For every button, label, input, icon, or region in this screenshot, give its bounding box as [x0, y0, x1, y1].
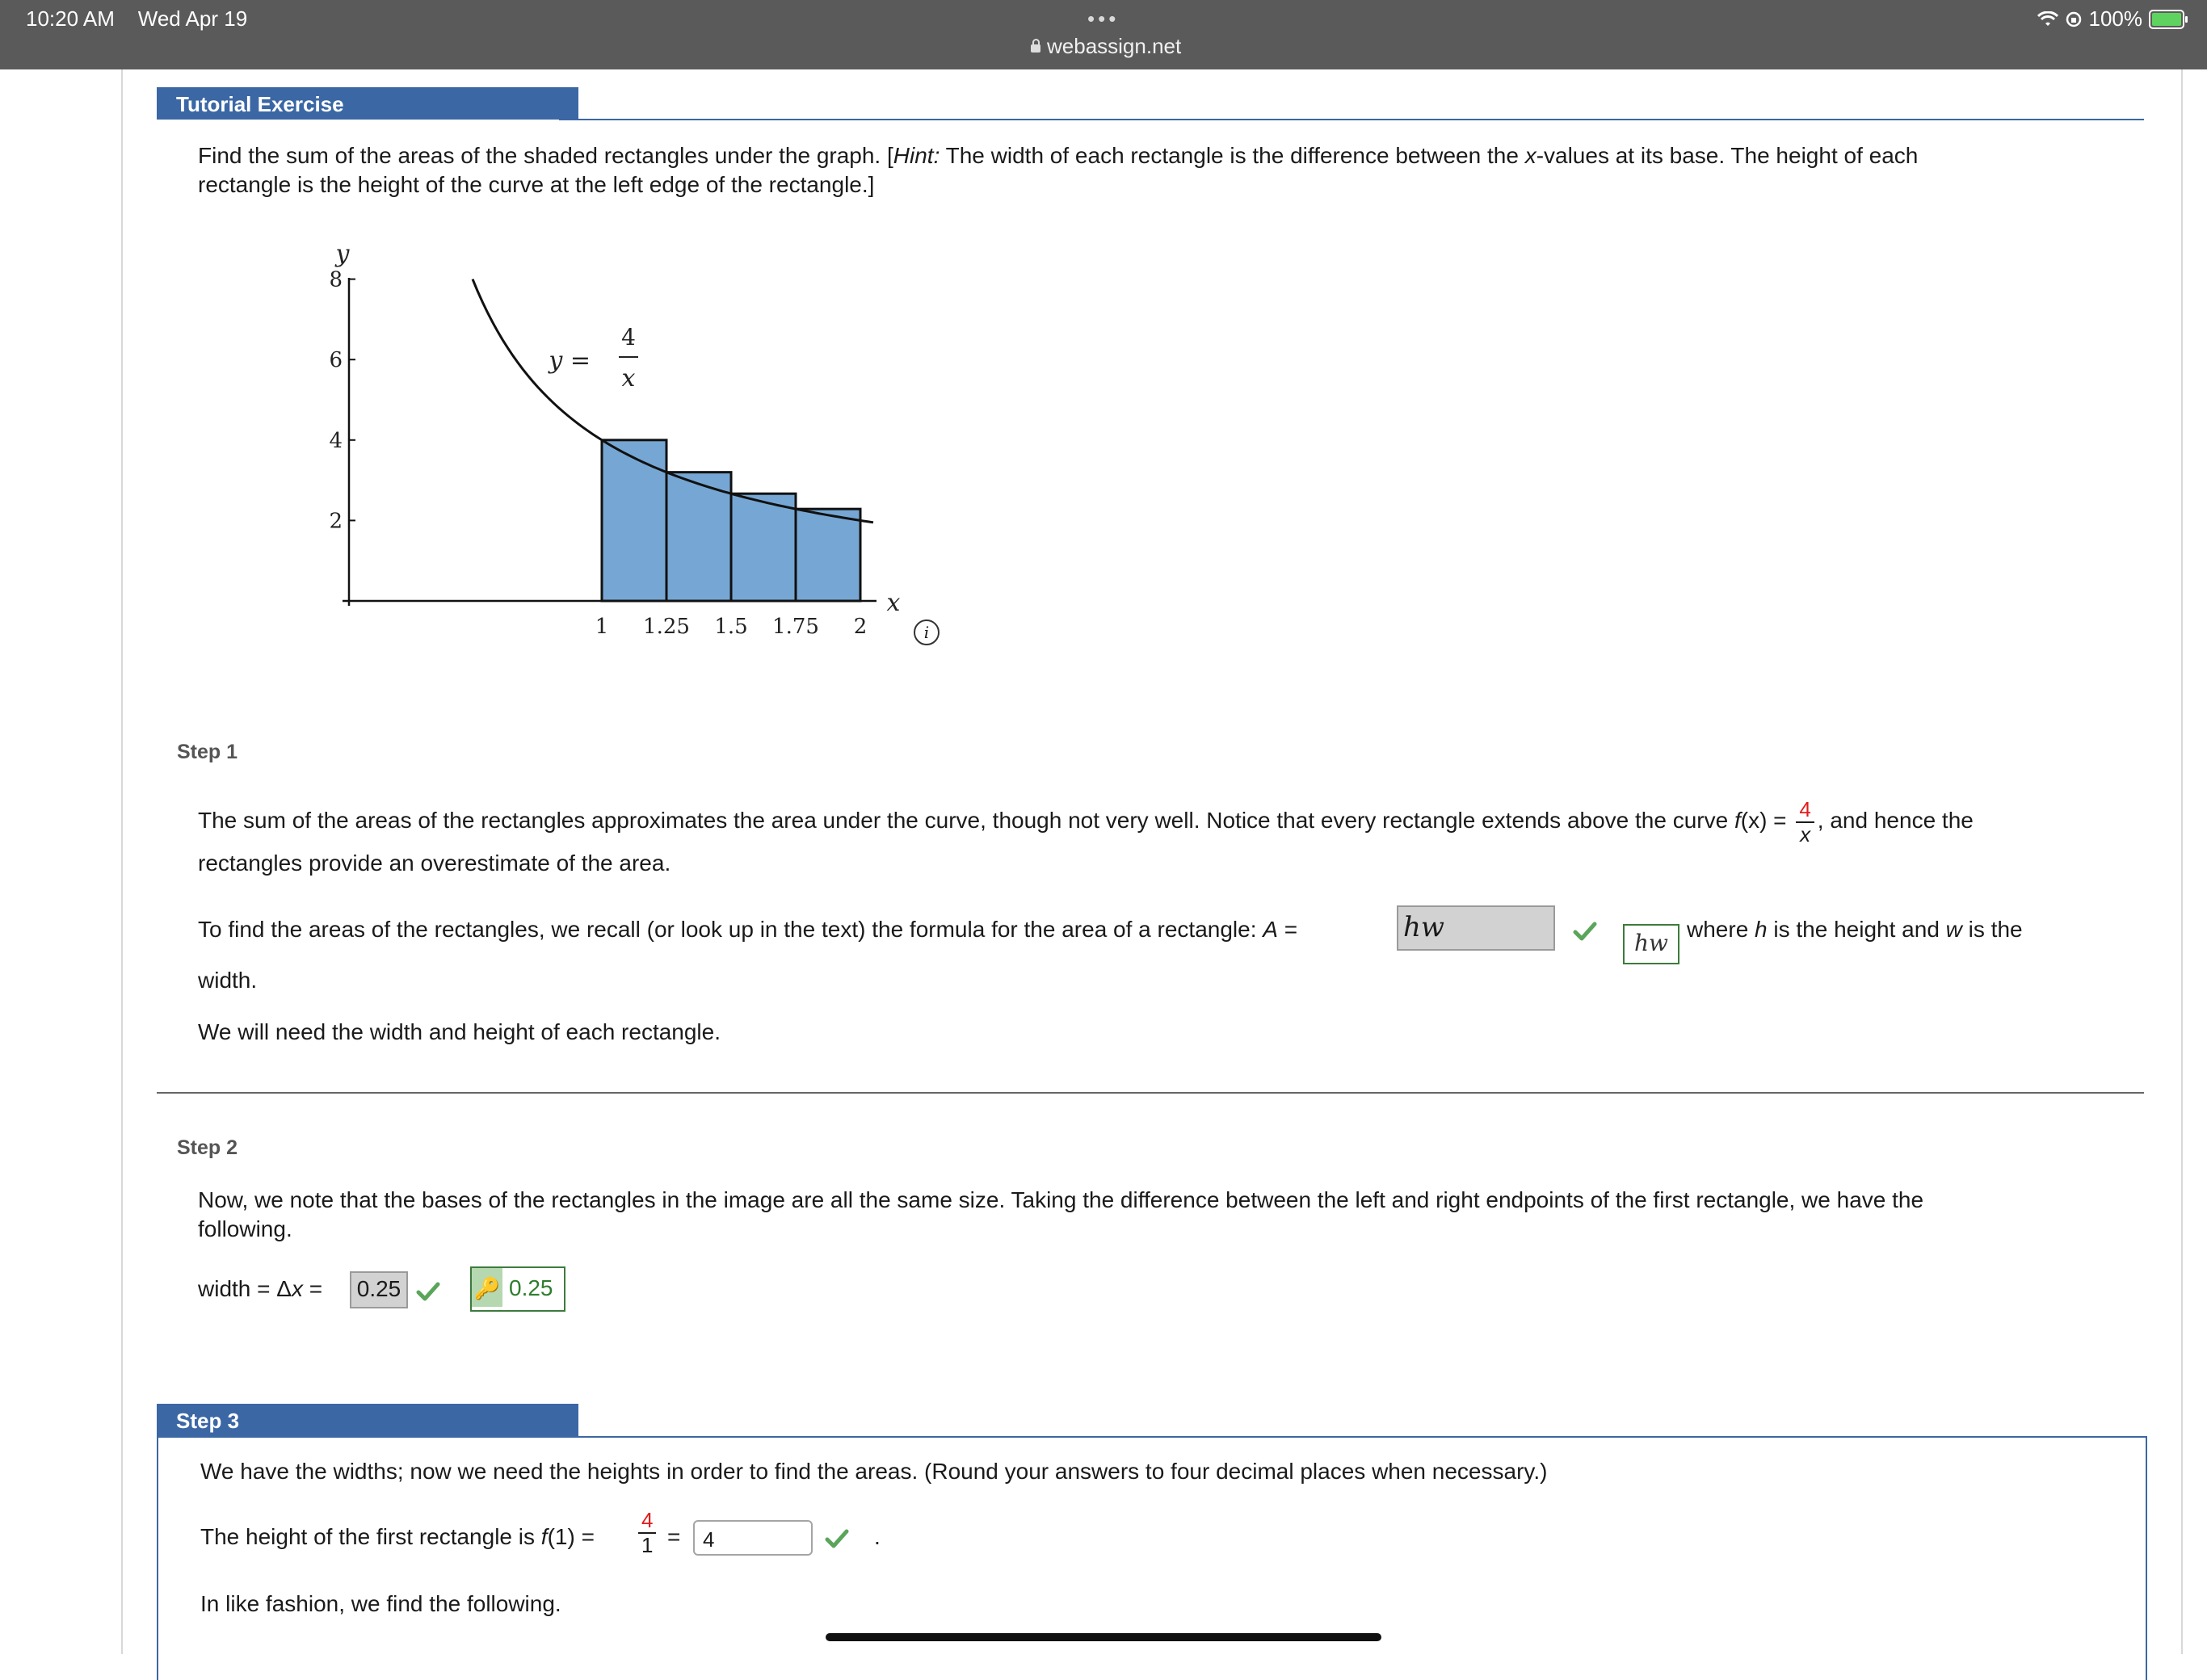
step1-line2: rectangles provide an overestimate of the area.: [198, 850, 671, 876]
status-right: [2037, 6, 2185, 32]
step3-equals: =: [667, 1524, 681, 1549]
correct-check-icon: [416, 1279, 440, 1304]
step1-where-text: where h is the height and w is the: [1687, 917, 2023, 942]
x-tick-label: 1.75: [772, 615, 819, 639]
problem-prompt: Find the sum of the areas of the shaded rectangles under the graph. [Hint: The width of each rectangle is the difference between the x-values at its base. The height of each rectangle is the height of the curve at the left edge of the rectangle.]: [198, 143, 1919, 197]
y-tick-label: 2: [329, 509, 343, 534]
status-time: [26, 6, 247, 32]
area-formula-input[interactable]: hw: [1397, 905, 1555, 951]
step3-line3: In like fashion, we find the following.: [200, 1591, 561, 1616]
step2-label: Step 2: [177, 1136, 238, 1159]
x-tick-label: 2: [853, 615, 868, 639]
shaded-rectangle-3: [731, 494, 796, 601]
curve-label-numerator: 4: [621, 324, 636, 351]
x-tick-label: 1.25: [643, 615, 690, 639]
home-indicator[interactable]: [826, 1633, 1381, 1641]
step3-line1: We have the widths; now we need the heights in order to find the areas. (Round your answers to four decimal places when necessary.): [200, 1459, 1548, 1484]
orientation-lock-icon: [2065, 10, 2083, 28]
y-tick-label: 6: [329, 348, 343, 373]
shaded-rectangle-4: [796, 509, 860, 601]
step-divider: [157, 1092, 2144, 1094]
x-axis-label: x: [886, 589, 901, 617]
step3-fraction: $\frac{4}{1}$: [638, 1509, 656, 1556]
correct-check-icon: [1573, 919, 1597, 943]
key-icon: 🔑: [472, 1268, 502, 1307]
battery-percent: 100%: [2088, 6, 2142, 31]
step3-height-text: The height of the first rectangle is f(1) =: [200, 1524, 595, 1549]
step3-period: .: [874, 1524, 881, 1549]
clock-date: Wed Apr 19: [137, 6, 248, 31]
shaded-rectangle-1: [602, 440, 666, 601]
curve-label-lhs: y =: [549, 346, 591, 375]
step1-label: Step 1: [177, 741, 238, 763]
area-formula-key: hw: [1623, 924, 1679, 964]
url-text: webassign.net: [1047, 34, 1182, 58]
step1-line1: The sum of the areas of the rectangles approximates the area under the curve, though not very well. Notice that every rectangle extends above the curve f(x) = $\frac{4}{x}$ , and hence the: [198, 797, 1974, 846]
width-key: 🔑 0.25: [470, 1266, 565, 1312]
header-rule: [559, 119, 2144, 120]
step1-line4: width.: [198, 968, 258, 993]
step2-paragraph: Now, we note that the bases of the rectangles in the image are all the same size. Taking the difference between the left and right endpoints of the first rectangle, we have the following.: [198, 1187, 1924, 1241]
y-tick-label: 8: [329, 267, 343, 292]
rectangles-graph: [307, 226, 921, 654]
multitask-dots-icon[interactable]: •••: [1087, 6, 1120, 31]
y-axis-label: y: [335, 240, 350, 268]
tutorial-exercise-header: Tutorial Exercise: [157, 87, 578, 120]
clock-time: 10:20 AM: [26, 6, 115, 31]
address-bar[interactable]: [1031, 34, 1181, 59]
height-input[interactable]: 4: [693, 1520, 813, 1556]
battery-icon: [2149, 10, 2184, 29]
step1-line5: We will need the width and height of each rectangle.: [198, 1019, 721, 1044]
x-tick-label: 1.5: [714, 615, 748, 639]
x-tick-label: 1: [595, 615, 609, 639]
correct-check-icon: [825, 1527, 849, 1551]
step3-header: Step 3: [157, 1404, 578, 1436]
width-input[interactable]: 0.25: [350, 1271, 408, 1308]
lock-icon: [1031, 44, 1040, 52]
step1-fraction: $\frac{4}{x}$: [1796, 798, 1814, 846]
step1-line3: To find the areas of the rectangles, we recall (or look up in the text) the formula for the area of a rectangle: A =: [198, 917, 1298, 942]
status-bar: [0, 0, 2207, 69]
step2-width-label: width = Δx =: [198, 1276, 323, 1301]
y-tick-label: 4: [329, 428, 343, 453]
curve-label-denominator: x: [621, 364, 636, 393]
wifi-icon: [2037, 11, 2058, 27]
info-icon[interactable]: i: [914, 620, 940, 645]
